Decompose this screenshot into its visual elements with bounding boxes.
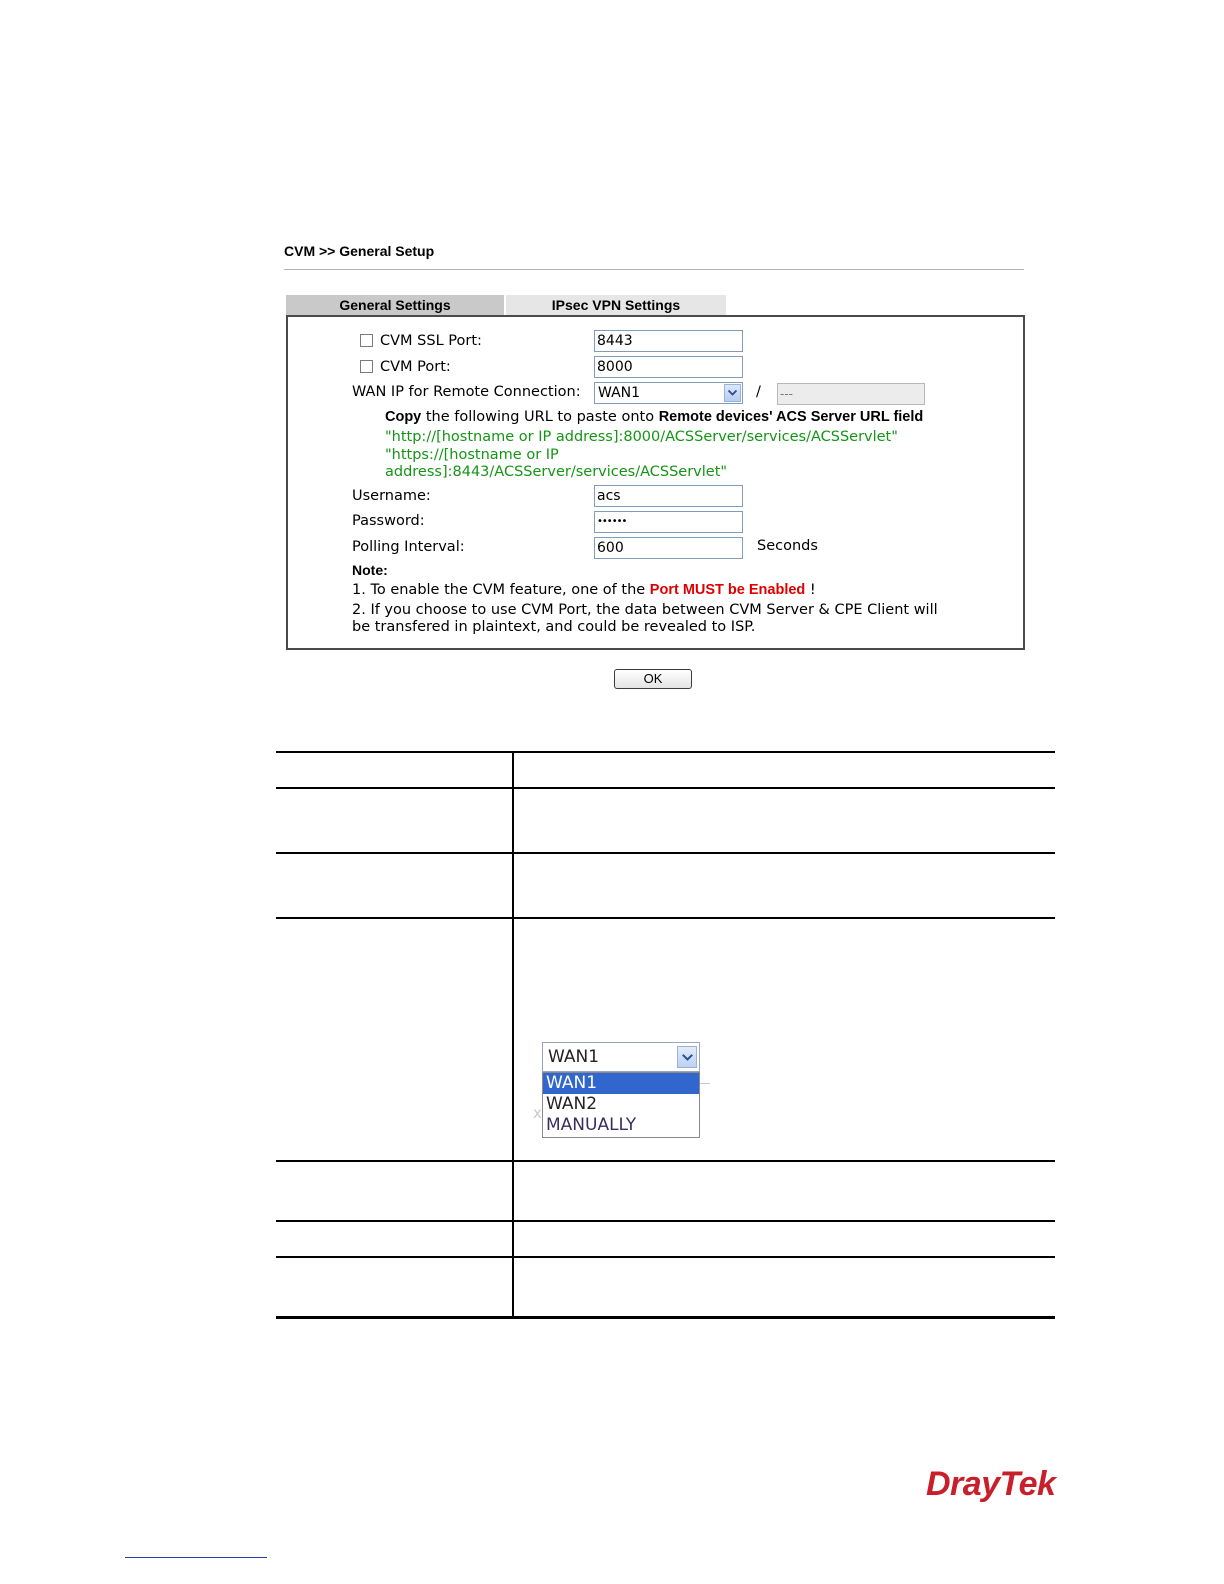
table-row-divider bbox=[276, 852, 1055, 854]
breadcrumb: CVM >> General Setup bbox=[284, 243, 435, 259]
table-column-divider bbox=[512, 751, 514, 1318]
dropdown-example-options bbox=[542, 1072, 700, 1138]
port-label: CVM Port: bbox=[380, 359, 451, 375]
dropdown-option-manually[interactable]: MANUALLY bbox=[546, 1115, 637, 1135]
polling-input[interactable]: 600 bbox=[594, 537, 743, 559]
logo-dray: Dray bbox=[926, 1465, 1000, 1503]
dropdown-option-wan2[interactable]: WAN2 bbox=[546, 1094, 598, 1114]
slash-separator: / bbox=[756, 384, 761, 400]
note-1-text: 1. To enable the CVM feature, one of the bbox=[352, 582, 646, 598]
note-2-line2: be transfered in plaintext, and could be revealed to ISP. bbox=[352, 619, 756, 635]
dropdown-example-select[interactable] bbox=[542, 1042, 700, 1072]
copy-mid: the following URL to paste onto bbox=[425, 409, 655, 425]
password-input[interactable]: •••••• bbox=[594, 511, 743, 533]
note-1-end: ! bbox=[809, 582, 816, 598]
note-2-line1: 2. If you choose to use CVM Port, the data between CVM Server & CPE Client will bbox=[352, 602, 938, 618]
note-1 bbox=[352, 582, 816, 598]
username-input[interactable]: acs bbox=[594, 485, 743, 507]
wan-ip-input[interactable]: --- bbox=[777, 383, 925, 405]
table-row-divider bbox=[276, 1160, 1055, 1162]
wan-select[interactable] bbox=[594, 382, 743, 404]
tab-general-settings[interactable]: General Settings bbox=[286, 295, 504, 315]
port-input[interactable]: 8000 bbox=[594, 356, 743, 378]
draytek-logo bbox=[926, 1465, 1055, 1504]
table-row-divider bbox=[276, 1256, 1055, 1258]
table-top-border bbox=[276, 751, 1055, 753]
url-http: "http://[hostname or IP address]:8000/ACSServer/services/ACSServlet" bbox=[385, 429, 898, 445]
ghost-text: x bbox=[533, 1104, 542, 1122]
table-row-divider bbox=[276, 917, 1055, 919]
ok-button[interactable]: OK bbox=[614, 669, 692, 689]
ssl-port-label: CVM SSL Port: bbox=[380, 333, 482, 349]
table-bottom-border bbox=[276, 1316, 1055, 1319]
ghost-line bbox=[700, 1083, 710, 1084]
divider bbox=[284, 269, 1024, 270]
username-label: Username: bbox=[352, 488, 431, 504]
url-https-line1: "https://[hostname or IP bbox=[385, 447, 559, 463]
tab-ipsec-vpn-settings[interactable]: IPsec VPN Settings bbox=[506, 295, 726, 315]
copy-instruction bbox=[385, 409, 923, 425]
dropdown-option-wan1[interactable]: WAN1 bbox=[543, 1073, 699, 1094]
chevron-down-icon[interactable] bbox=[724, 384, 741, 402]
wan-ip-label: WAN IP for Remote Connection: bbox=[352, 384, 581, 400]
ssl-port-input[interactable]: 8443 bbox=[594, 330, 743, 352]
copy-bold: Copy bbox=[385, 409, 422, 425]
port-checkbox[interactable] bbox=[360, 360, 373, 373]
note-1-warning: Port MUST be Enabled bbox=[649, 582, 806, 598]
ssl-port-checkbox[interactable] bbox=[360, 334, 373, 347]
table-row-divider bbox=[276, 787, 1055, 789]
dropdown-example-value: WAN1 bbox=[548, 1047, 600, 1067]
table-row-divider bbox=[276, 1220, 1055, 1222]
password-label: Password: bbox=[352, 513, 425, 529]
wan-select-value: WAN1 bbox=[598, 385, 641, 401]
polling-label: Polling Interval: bbox=[352, 539, 465, 555]
copy-bold2: Remote devices' ACS Server URL field bbox=[658, 409, 924, 425]
note-label: Note: bbox=[352, 562, 388, 578]
chevron-down-icon[interactable] bbox=[677, 1046, 697, 1068]
logo-tek: Tek bbox=[999, 1465, 1056, 1503]
url-https-line2: address]:8443/ACSServer/services/ACSServlet" bbox=[385, 464, 728, 480]
polling-unit: Seconds bbox=[757, 538, 818, 554]
footer-underline bbox=[125, 1557, 267, 1558]
